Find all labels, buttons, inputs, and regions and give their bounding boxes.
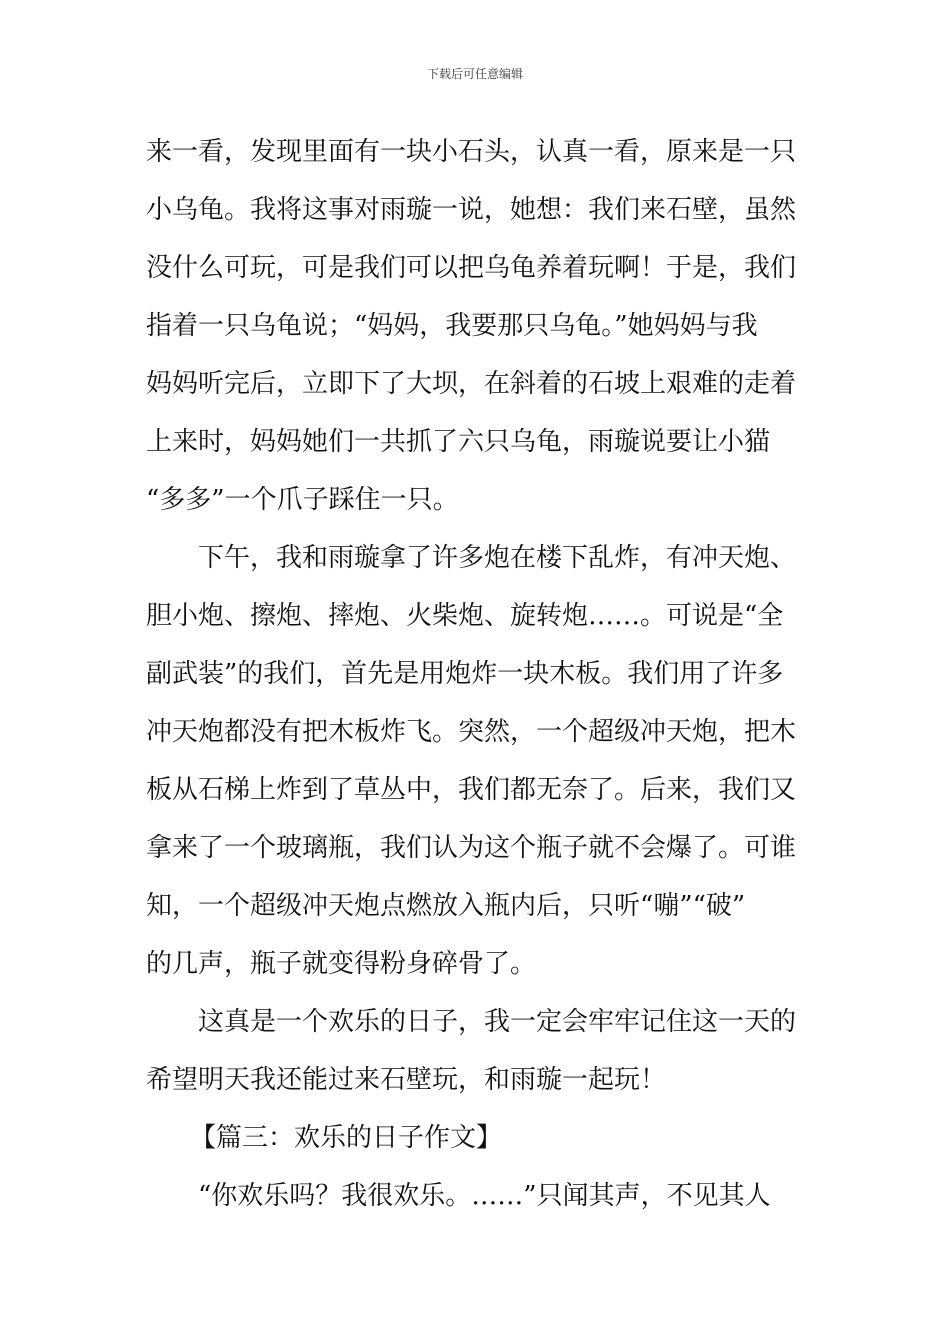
text-line: 冲天炮都没有把木板炸飞。突然，一个超级冲天炮，把木 <box>146 717 797 747</box>
text-line: 来一看，发现里面有一块小石头，认真一看，原来是一只 <box>146 137 797 167</box>
document-body <box>146 128 808 1230</box>
text-line: 妈妈听完后，立即下了大坝，在斜着的石坡上艰难的走着 <box>146 369 797 399</box>
text-line: 知，一个超级冲天炮点燃放入瓶内后，只听“嘣”“破” <box>146 891 746 921</box>
section-heading: 【篇三：欢乐的日子作文】 <box>190 1123 503 1153</box>
text-line: 副武装”的我们，首先是用炮炸一块木板。我们用了许多 <box>146 659 784 689</box>
text-line: 拿来了一个玻璃瓶，我们认为这个瓶子就不会爆了。可谁 <box>146 833 797 863</box>
text-line: 指着一只乌龟说；“妈妈，我要那只乌龟。”她妈妈与我 <box>146 311 758 341</box>
text-line: 的几声，瓶子就变得粉身碎骨了。 <box>146 949 537 979</box>
text-line: 胆小炮、擦炮、摔炮、火柴炮、旋转炮……。可说是“全 <box>146 601 784 631</box>
text-line: “你欢乐吗？我很欢乐。……”只闻其声，不见其人 <box>198 1181 771 1211</box>
page-header: 下载后可任意编辑 <box>426 67 523 81</box>
text-line: 小乌龟。我将这事对雨璇一说，她想：我们来石壁，虽然 <box>146 195 797 225</box>
text-line: 上来时，妈妈她们一共抓了六只乌龟，雨璇说要让小猫 <box>146 427 771 457</box>
text-line: 没什么可玩，可是我们可以把乌龟养着玩啊！于是，我们 <box>146 253 797 283</box>
text-line: 这真是一个欢乐的日子，我一定会牢牢记住这一天的 <box>198 1007 797 1037</box>
text-line: 板从石梯上炸到了草丛中，我们都无奈了。后来，我们又 <box>146 775 797 805</box>
text-line: “多多”一个爪子踩住一只。 <box>146 485 459 515</box>
text-line: 下午，我和雨璇拿了许多炮在楼下乱炸，有冲天炮、 <box>198 543 797 573</box>
text-line: 希望明天我还能过来石壁玩，和雨璇一起玩！ <box>146 1065 667 1095</box>
